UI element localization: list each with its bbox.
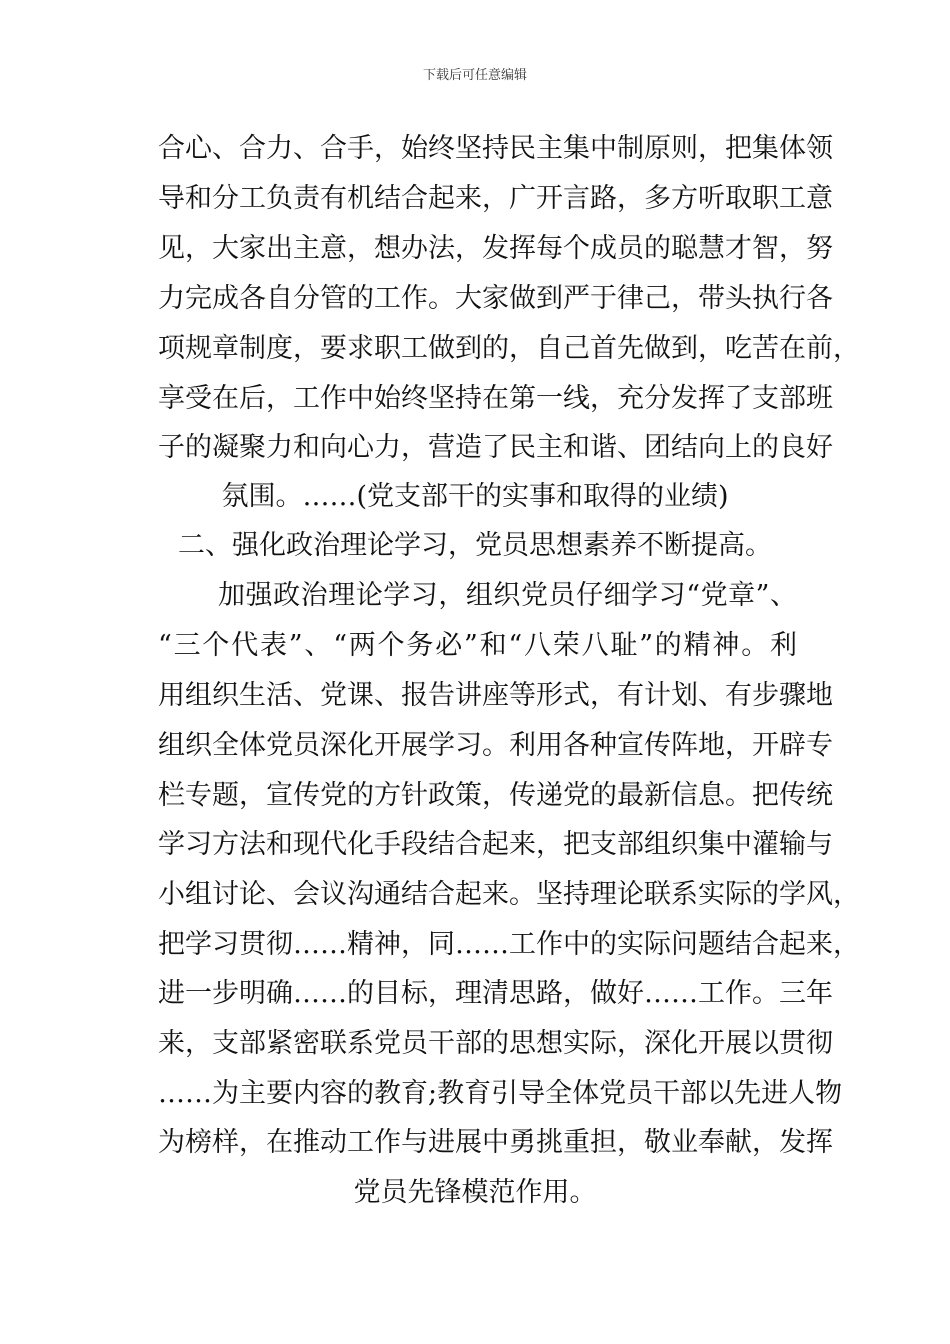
body-text-line: 加强政治理论学习，组织党员仔细学习“党章”、 bbox=[218, 580, 797, 611]
body-text-line: 栏专题，宣传党的方针政策，传递党的最新信息。把传统 bbox=[158, 780, 833, 811]
body-text-line: 导和分工负责有机结合起来，广开言路，多方听取职工意 bbox=[158, 183, 833, 214]
body-text-line: 进一步明确……的目标，理清思路，做好……工作。三年 bbox=[158, 978, 833, 1009]
body-text-line: 小组讨论、会议沟通结合起来。坚持理论联系实际的学风， bbox=[158, 879, 860, 910]
body-text-line: 用组织生活、党课、报告讲座等形式，有计划、有步骤地 bbox=[158, 680, 833, 711]
body-text-line: 见，大家出主意，想办法，发挥每个成员的聪慧才智，努 bbox=[158, 233, 833, 264]
body-text-line: 学习方法和现代化手段结合起来，把支部组织集中灌输与 bbox=[158, 829, 833, 860]
body-text-line: 力完成各自分管的工作。大家做到严于律己，带头执行各 bbox=[158, 283, 833, 314]
body-text-line: 氛围。……(党支部干的实事和取得的业绩) bbox=[221, 481, 729, 512]
body-text-line: 享受在后，工作中始终坚持在第一线，充分发挥了支部班 bbox=[158, 383, 833, 414]
body-text-line: “三个代表”、“两个务必”和“八荣八耻”的精神。利 bbox=[158, 630, 797, 661]
body-text-line: 合心、合力、合手，始终坚持民主集中制原则，把集体领 bbox=[158, 133, 833, 164]
body-text-line: 为榜样，在推动工作与进展中勇挑重担，敬业奉献，发挥 bbox=[158, 1127, 833, 1158]
section-heading: 二、强化政治理论学习，党员思想素养不断提高。 bbox=[178, 530, 772, 561]
body-text-line: 子的凝聚力和向心力，营造了民主和谐、团结向上的良好 bbox=[158, 432, 833, 463]
body-text-line: 来，支部紧密联系党员干部的思想实际，深化开展以贯彻 bbox=[158, 1028, 833, 1059]
page-header: 下载后可任意编辑 bbox=[422, 68, 527, 83]
body-text-line: 把学习贯彻……精神，同……工作中的实际问题结合起来， bbox=[158, 929, 860, 960]
body-text-line: 党员先锋模范作用。 bbox=[353, 1177, 597, 1208]
body-text-line: 组织全体党员深化开展学习。利用各种宣传阵地，开辟专 bbox=[158, 730, 833, 761]
body-text-line: ……为主要内容的教育;教育引导全体党员干部以先进人物 bbox=[158, 1078, 843, 1109]
body-text-line: 项规章制度，要求职工做到的，自己首先做到，吃苦在前， bbox=[158, 333, 860, 364]
